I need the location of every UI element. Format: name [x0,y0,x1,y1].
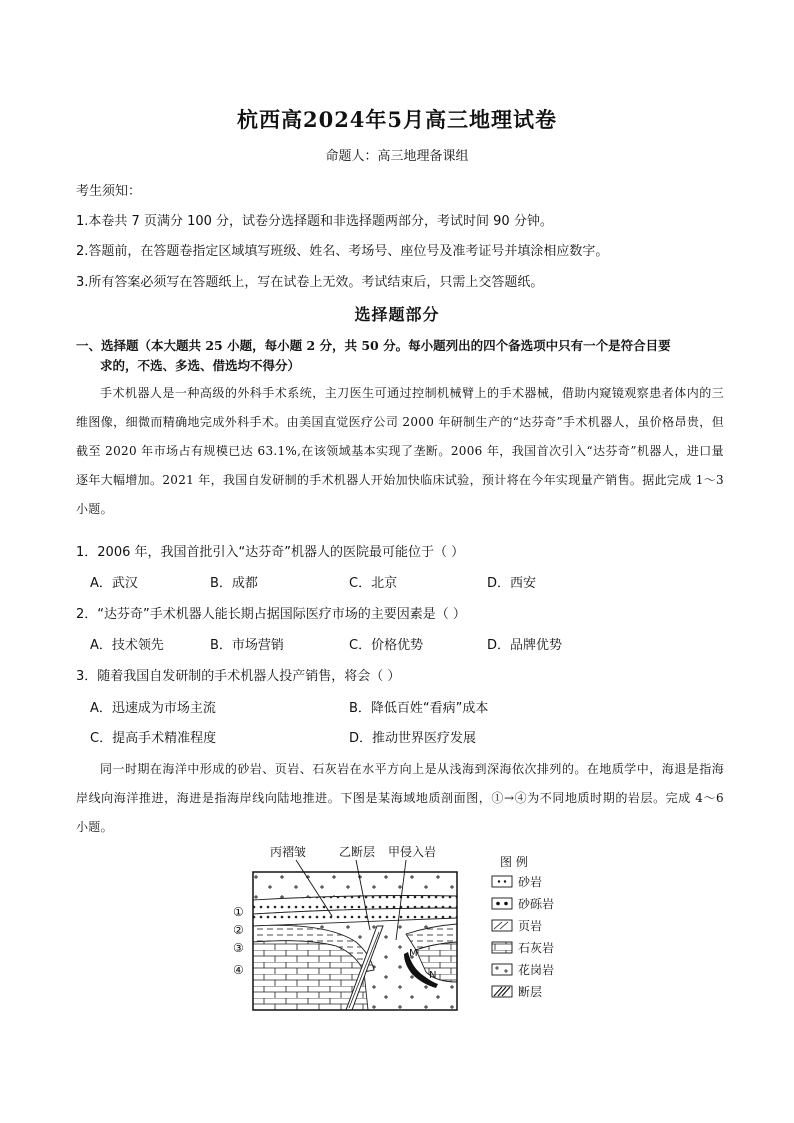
legend-label: 断层 [518,985,543,999]
question-stem: 3．随着我国自发研制的手术机器人投产销售，将会（ ） [76,669,401,684]
option: A．武汉 [90,576,138,591]
layer-number: ③ [233,941,244,955]
legend-swatch-shale [492,920,512,931]
legend-label: 花岗岩 [518,963,555,977]
option: D．品牌优势 [487,638,563,653]
label-intrusion: 甲侵入岩 [388,845,437,859]
legend-swatch-conglomerate [492,898,512,909]
legend-label: 页岩 [518,919,543,933]
layer-number: ① [233,905,244,919]
exam-title: 杭西高2024年5月高三地理试卷 [236,107,558,132]
legend-swatch-granite [492,964,512,975]
notice-item: 3.所有答案必须写在答题纸上，写在试卷上无效。考试结束后，只需上交答题纸。 [76,275,544,290]
notice-item: 1.本卷共 7 页满分 100 分，试卷分选择题和非选择题两部分，考试时间 90 分钟。 [76,214,553,229]
legend-title: 图 例 [500,855,528,869]
cross-section-body [253,872,457,1010]
section-title: 选择题部分 [354,305,440,324]
option: A．技术领先 [90,638,164,653]
legend-swatch-sandstone [492,876,512,887]
legend-label: 砂砾岩 [518,897,555,911]
layer-number: ② [233,923,244,937]
part-heading-line1: 一、选择题（本大题共 25 小题，每小题 2 分，共 50 分。每小题列出的四个备选项中只有一个是符合目要 [76,338,671,353]
passage-robot: 手术机器人是一种高级的外科手术系统，主刀医生可通过控制机械臂上的手术器械，借助内窥镜观察患者体内的三维图像，细微而精确地完成外科手术。由美国直觉医疗公司 2000 年研制生产的“达芬奇”手术机器人，虽价格昂贵，但截至 2020 年市场占有规模已达 63.1%,在该领域基本实现了垄断。2006 年，我国首次引入“达芬奇”机器人，进口量逐年大幅增加。2021 年，我国自发研制的手术机器人开始加快临床试验，预计将在今年实现量产销售。据此完成 1～3 小题。 [76,386,724,516]
notice-heading: 考生须知： [76,184,142,199]
option: D．推动世界医疗发展 [349,731,477,746]
legend-label: 砂岩 [518,875,543,889]
question-stem: 1．2006 年，我国首批引入“达芬奇”机器人的医院最可能位于（ ） [76,545,465,560]
part-heading [76,336,726,376]
option: B．降低百姓“看病”成本 [349,701,489,716]
legend-label: 石灰岩 [518,941,555,955]
option: A．迅速成为市场主流 [90,701,216,716]
label-m: M [409,948,418,959]
option: C．北京 [349,576,398,591]
option: B．市场营销 [210,638,284,653]
passage-geology: 同一时期在海洋中形成的砂岩、页岩、石灰岩在水平方向上是从浅海到深海依次排列的。在地质学中，海退是指海岸线向海洋推进，海进是指海岸线向陆地推进。下图是某海域地质剖面图，①→④为不同地质时期的岩层。完成 4～6 小题。 [76,762,724,834]
legend-swatch-limestone [492,942,512,953]
option: C．价格优势 [349,638,424,653]
layer-number: ④ [233,963,244,977]
option: B．成都 [210,576,258,591]
label-fault: 乙断层 [339,845,376,859]
question-stem: 2．“达芬奇”手术机器人能长期占据国际医疗市场的主要因素是（ ） [76,607,466,622]
label-fold: 丙褶皱 [270,845,307,859]
part-heading-line2: 求的，不选、多选、借选均不得分） [100,358,301,373]
option: C．提高手术精准程度 [90,731,217,746]
option: D．西安 [487,576,537,591]
geologic-cross-section [233,842,598,1012]
notice-item: 2.答题前，在答题卷指定区域填写班级、姓名、考场号、座位号及准考证号并填涂相应数字。 [76,244,609,259]
label-n: N [429,970,437,981]
exam-author: 命题人：高三地理备课组 [325,149,469,164]
